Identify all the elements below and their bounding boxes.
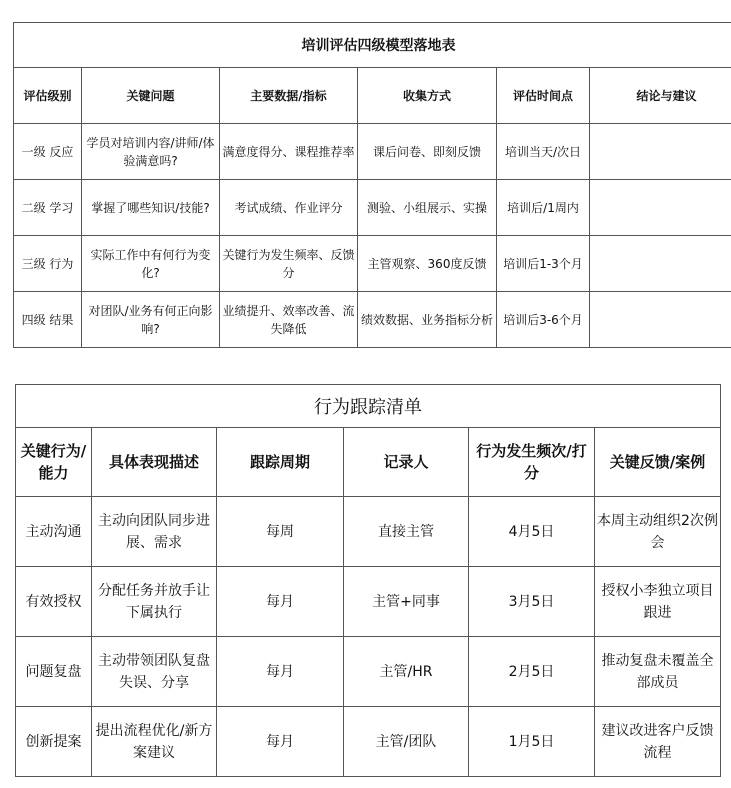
table-cell: 四级 结果 [14,292,82,348]
table-cell: 主管/团队 [344,707,469,777]
table-cell: 主管+同事 [344,567,469,637]
column-header: 主要数据/指标 [220,68,358,124]
table-cell: 主动带领团队复盘失误、分享 [92,637,217,707]
table-cell: 课后问卷、即刻反馈 [358,124,497,180]
table-cell: 问题复盘 [16,637,92,707]
behavior-tracking-table [15,384,721,777]
table-cell [590,180,731,236]
table-cell [590,292,731,348]
table-cell: 推动复盘未覆盖全部成员 [595,637,721,707]
table-title: 行为跟踪清单 [16,385,721,428]
column-header: 记录人 [344,428,469,497]
table-cell: 二级 学习 [14,180,82,236]
column-header: 评估级别 [14,68,82,124]
table-header-row [14,68,731,124]
table-cell: 三级 行为 [14,236,82,292]
column-header: 关键行为/能力 [16,428,92,497]
table-cell: 建议改进客户反馈流程 [595,707,721,777]
table-cell: 主动向团队同步进展、需求 [92,497,217,567]
table-cell: 创新提案 [16,707,92,777]
table-cell: 3月5日 [469,567,595,637]
table-cell: 主管/HR [344,637,469,707]
table-cell: 实际工作中有何行为变化? [82,236,220,292]
table-row [16,567,721,637]
table-cell: 业绩提升、效率改善、流失降低 [220,292,358,348]
table-cell: 分配任务并放手让下属执行 [92,567,217,637]
table-cell: 2月5日 [469,637,595,707]
table-cell: 掌握了哪些知识/技能? [82,180,220,236]
table-row [14,292,731,348]
table-cell: 学员对培训内容/讲师/体验满意吗? [82,124,220,180]
table-cell: 每月 [217,567,344,637]
column-header: 具体表现描述 [92,428,217,497]
column-header: 跟踪周期 [217,428,344,497]
table-cell: 测验、小组展示、实操 [358,180,497,236]
table-cell: 每月 [217,707,344,777]
column-header: 关键问题 [82,68,220,124]
table-header-row [16,428,721,497]
table-cell: 绩效数据、业务指标分析 [358,292,497,348]
table-cell: 1月5日 [469,707,595,777]
table-cell: 培训后3-6个月 [497,292,590,348]
table-cell: 4月5日 [469,497,595,567]
table-cell: 每月 [217,637,344,707]
column-header: 收集方式 [358,68,497,124]
table-row [14,124,731,180]
table-cell [590,236,731,292]
table-cell: 对团队/业务有何正向影响? [82,292,220,348]
table-cell: 直接主管 [344,497,469,567]
table-row [16,497,721,567]
column-header: 评估时间点 [497,68,590,124]
column-header: 关键反馈/案例 [595,428,721,497]
table-row [16,707,721,777]
column-header: 结论与建议 [590,68,731,124]
table-cell: 满意度得分、课程推荐率 [220,124,358,180]
table-cell: 本周主动组织2次例会 [595,497,721,567]
table-cell: 主动沟通 [16,497,92,567]
table-cell: 培训当天/次日 [497,124,590,180]
table-row [16,637,721,707]
table-cell: 关键行为发生频率、反馈分 [220,236,358,292]
table-cell: 主管观察、360度反馈 [358,236,497,292]
column-header: 行为发生频次/打分 [469,428,595,497]
table-row [14,236,731,292]
table-cell: 培训后1-3个月 [497,236,590,292]
table-cell: 培训后/1周内 [497,180,590,236]
table-cell: 授权小李独立项目跟进 [595,567,721,637]
table-cell [590,124,731,180]
training-evaluation-table [13,22,731,348]
table-cell: 有效授权 [16,567,92,637]
table-cell: 考试成绩、作业评分 [220,180,358,236]
table-cell: 一级 反应 [14,124,82,180]
table-cell: 每周 [217,497,344,567]
table-row [14,180,731,236]
table-title: 培训评估四级模型落地表 [14,23,731,68]
table-cell: 提出流程优化/新方案建议 [92,707,217,777]
